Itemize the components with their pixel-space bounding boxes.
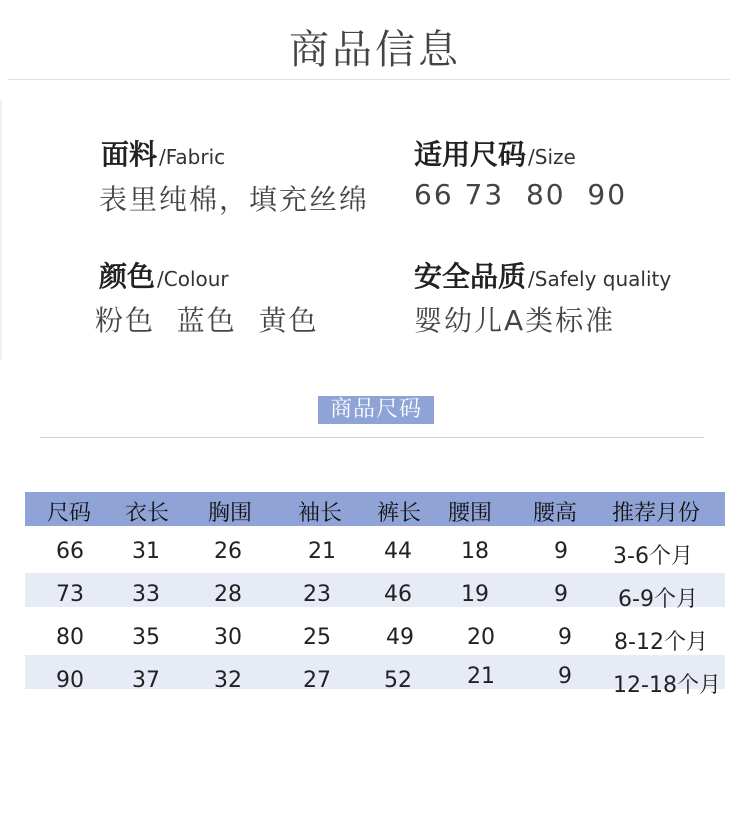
table-cell: 6-9个月: [618, 587, 698, 612]
table-cell: 52: [384, 668, 412, 693]
table-cell: 21: [308, 539, 336, 564]
column-header-pants: 裤长: [376, 501, 422, 526]
size-value: 66 73 80 90: [414, 178, 628, 211]
table-cell: 27: [303, 668, 331, 693]
column-header-size: 尺码: [46, 501, 92, 526]
page-title: 商品信息: [289, 27, 461, 73]
column-header-sleeve: 袖长: [297, 501, 343, 526]
table-cell: 9: [554, 582, 568, 607]
colour-label-en: /Colour: [157, 267, 229, 291]
size-label-group: [414, 133, 576, 173]
size-section-divider: [40, 437, 704, 438]
colour-label-group: [99, 255, 229, 295]
fabric-label: 面料: [101, 138, 158, 171]
fabric-label-group: [101, 133, 225, 173]
safety-label-en: /Safely quality: [528, 267, 672, 291]
table-cell: 31: [132, 539, 160, 564]
table-cell: 26: [214, 539, 242, 564]
table-cell: 46: [384, 582, 412, 607]
table-cell: 66: [56, 539, 84, 564]
table-cell: 28: [214, 582, 242, 607]
colour-label: 颜色: [99, 260, 156, 293]
table-cell: 33: [132, 582, 160, 607]
safety-label-group: [414, 255, 671, 295]
size-label: 适用尺码: [414, 138, 527, 171]
fabric-value: 表里纯棉，填充丝绵: [99, 183, 370, 216]
table-cell: 25: [303, 625, 331, 650]
fabric-label-en: /Fabric: [159, 145, 226, 169]
colour-value: 粉色 蓝色 黄色: [95, 304, 319, 337]
table-cell: 21: [467, 664, 495, 689]
table-cell: 18: [461, 539, 489, 564]
column-header-waist: 腰围: [447, 501, 493, 526]
table-cell: 9: [558, 664, 572, 689]
column-header-chest: 胸围: [207, 501, 253, 526]
table-cell: 90: [56, 668, 84, 693]
column-header-age: 推荐月份: [611, 501, 701, 526]
header-divider: [8, 79, 730, 80]
size-label-en: /Size: [528, 145, 576, 169]
table-cell: 49: [386, 625, 414, 650]
table-cell: 3-6个月: [613, 544, 693, 569]
safety-label: 安全品质: [414, 260, 527, 293]
table-cell: 20: [467, 625, 495, 650]
table-cell: 80: [56, 625, 84, 650]
table-cell: 32: [214, 668, 242, 693]
side-edge-line: [0, 100, 2, 360]
table-cell: 19: [461, 582, 489, 607]
table-cell: 9: [558, 625, 572, 650]
table-cell: 9: [554, 539, 568, 564]
column-header-length: 衣长: [124, 501, 170, 526]
table-cell: 30: [214, 625, 242, 650]
table-cell: 35: [132, 625, 160, 650]
size-section-title: 商品尺码: [318, 396, 434, 424]
table-cell: 37: [132, 668, 160, 693]
table-cell: 73: [56, 582, 84, 607]
table-cell: 8-12个月: [614, 630, 708, 655]
table-cell: 12-18个月: [613, 673, 721, 698]
table-cell: 44: [384, 539, 412, 564]
column-header-waist-height: 腰高: [532, 501, 578, 526]
safety-value: 婴幼儿A类标准: [414, 304, 616, 337]
table-cell: 23: [303, 582, 331, 607]
